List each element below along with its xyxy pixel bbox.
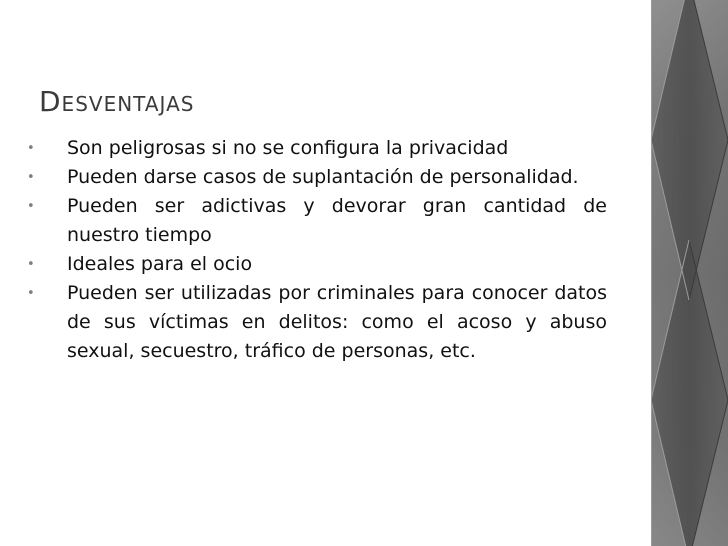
bullet-text: Ideales para el ocio: [67, 253, 253, 275]
slide-title: Desventajas: [39, 85, 195, 118]
list-item: [27, 250, 607, 279]
diamond-pattern-icon: [651, 0, 728, 546]
bullet-text: Pueden darse casos de suplantación de personalidad.: [67, 166, 579, 188]
list-item: [27, 279, 607, 366]
list-item: [27, 192, 607, 250]
bullet-icon: •: [27, 257, 35, 272]
list-item: [27, 163, 607, 192]
bullet-text: Pueden ser adictivas y devorar gran cantidad de nuestro tiempo: [67, 195, 607, 246]
bullet-text: Son peligrosas si no se configura la privacidad: [67, 137, 509, 159]
bullet-icon: •: [27, 170, 35, 185]
bullet-text: Pueden ser utilizadas por criminales para conocer datos de sus víctimas en delitos: como el acoso y abuso sexual, secuestro, tráfico de personas, etc.: [67, 282, 607, 362]
bullet-list: [27, 134, 607, 366]
bullet-icon: •: [27, 199, 35, 214]
list-item: [27, 134, 607, 163]
bullet-icon: •: [27, 286, 35, 301]
decorative-side-panel: [651, 0, 728, 546]
bullet-icon: •: [27, 141, 35, 156]
